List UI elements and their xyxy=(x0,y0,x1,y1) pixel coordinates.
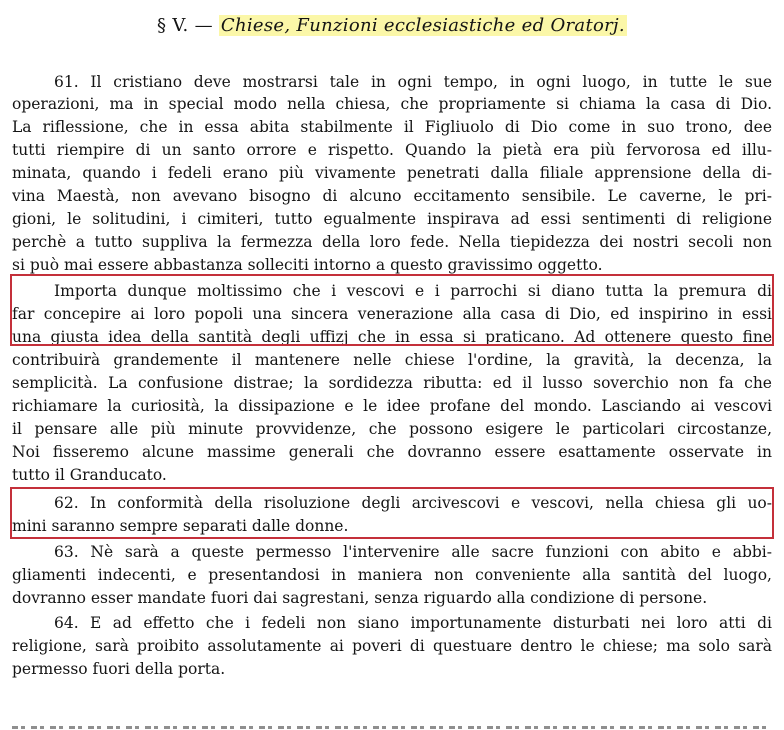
paragraph-importa-line: Importa dunque moltissimo che i vescovi e i parrochi si diano tutta la premura di xyxy=(54,282,772,300)
paragraph-61-line: vina Maestà, non avevano bisogno di alcuno eccitamento sensibile. Le caverne, le pri- xyxy=(12,187,772,205)
paragraph-importa-line: contribuirà grandemente il mantenere nelle chiese l'ordine, la gravità, la decenza, la xyxy=(12,351,772,369)
paragraph-importa-line: richiamare la curiosità, la dissipazione e le idee profane del mondo. Lasciando ai vescovi xyxy=(12,397,772,415)
paragraph-importa-line: tutto il Granducato. xyxy=(12,466,167,484)
highlight-box-importa xyxy=(10,274,774,346)
paragraph-63-line: dovranno esser mandate fuori dai sagrestani, senza riguardo alla condizione di persone. xyxy=(12,589,708,607)
paragraph-61-line: perchè a tutto suppliva la fermezza della loro fede. Nella tiepidezza dei nostri secoli non xyxy=(12,233,772,251)
paragraph-64-line: religione, sarà proibito assolutamente ai poveri di questuare dentro le chiese; ma solo sarà xyxy=(12,637,772,655)
paragraph-62-line: mini saranno sempre separati dalle donne. xyxy=(12,517,349,535)
section-number: § V. — xyxy=(157,15,213,36)
paragraph-61-line: La riflessione, che in essa abita stabilmente il Figliuolo di Dio come in suo trono, dee xyxy=(12,118,772,136)
cut-off-next-line xyxy=(12,721,772,730)
paragraph-64-line: permesso fuori della porta. xyxy=(12,660,226,678)
paragraph-61-line: gioni, le solitudini, i cimiteri, tutto egualmente inspirava ad essi sentimenti di religione xyxy=(12,210,772,228)
paragraph-importa-line: semplicità. La confusione distrae; la sordidezza ributta: ed il lusso soverchio non fa che xyxy=(12,374,772,392)
highlight-box-62 xyxy=(10,487,774,539)
section-heading xyxy=(0,14,784,38)
paragraph-importa-line: far concepire ai loro popoli una sincera venerazione alla casa di Dio, ed inspirino in essi xyxy=(12,305,772,323)
paragraph-61-line: 61. Il cristiano deve mostrarsi tale in ogni tempo, in ogni luogo, in tutte le sue xyxy=(54,73,772,91)
paragraph-63-line: gliamenti indecenti, e presentandosi in maniera non conveniente alla santità del luogo, xyxy=(12,566,772,584)
paragraph-61-line: tutti riempire di un santo orrore e rispetto. Quando la pietà era più fervorosa ed illu- xyxy=(12,141,772,159)
paragraph-importa-line: il pensare alle più minute provvidenze, che possono esigere le particolari circostanze, xyxy=(12,420,772,438)
paragraph-importa-line: Noi fisseremo alcune massime generali che dovranno essere esattamente osservate in xyxy=(12,443,772,461)
paragraph-61-line: minata, quando i fedeli erano più vivamente penetrati dalla filiale apprensione della di- xyxy=(12,164,772,182)
section-title-highlighted: Chiese, Funzioni ecclesiastiche ed Oratorj. xyxy=(220,15,625,36)
paragraph-61-line: si può mai essere abbastanza solleciti intorno a questo gravissimo oggetto. xyxy=(12,256,603,274)
paragraph-62-line: 62. In conformità della risoluzione degli arcivescovi e vescovi, nella chiesa gli uo- xyxy=(54,494,772,512)
paragraph-61-line: operazioni, ma in special modo nella chiesa, che propriamente si chiama la casa di Dio. xyxy=(12,95,772,113)
paragraph-63-line: 63. Nè sarà a queste permesso l'intervenire alle sacre funzioni con abito e abbi- xyxy=(54,543,772,561)
paragraph-importa-line: una giusta idea della santità degli uffizj che in essa si praticano. Ad ottenere questo fine xyxy=(12,328,772,346)
paragraph-64-line: 64. E ad effetto che i fedeli non siano importunamente disturbati nei loro atti di xyxy=(54,614,772,632)
